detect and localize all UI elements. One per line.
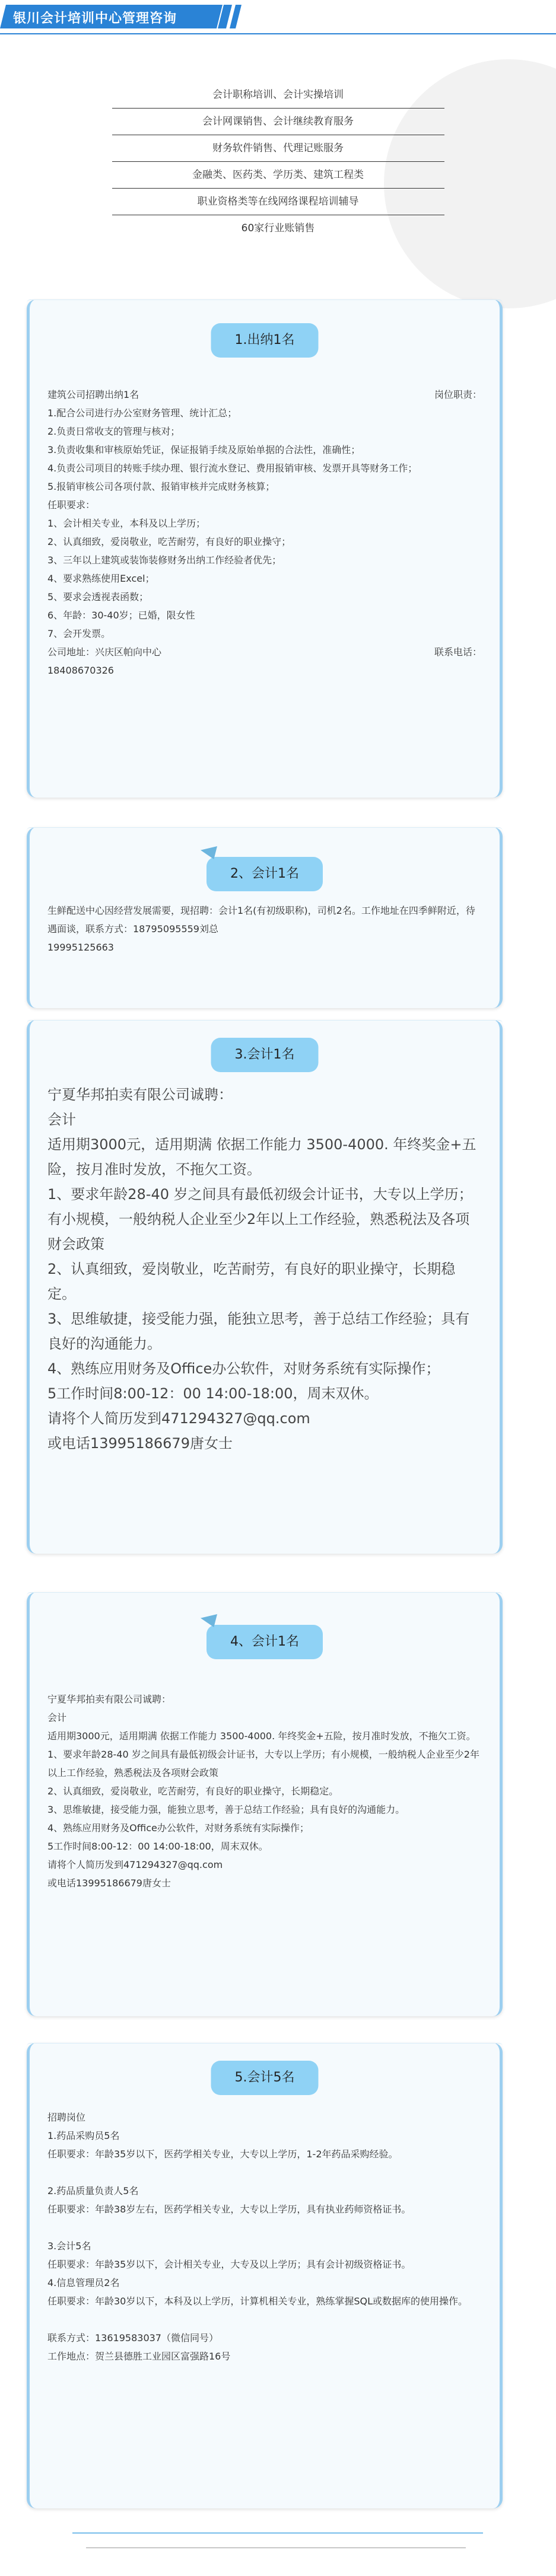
text-line: 5.报销审核公司各项付款、报销审核并完成财务核算； [47,481,275,492]
phone-label: 联系电话： [434,646,482,658]
card-title: 3.会计1名 [211,1038,319,1072]
job-card-cashier [27,299,503,798]
text-line: 或电话13995186679唐女士 [47,1877,171,1889]
text-line: 4、熟练应用财务及Office办公软件，对财务系统有实际操作； [47,1360,440,1377]
card-title: 1.出纳1名 [211,323,319,358]
text-line: 2、认真细致，爱岗敬业，吃苦耐劳，有良好的职业操守，长期稳定。 [47,1261,456,1302]
card-body [47,1082,482,1456]
job-card-accountant-5 [27,2043,503,2508]
text-line: 3、思维敏捷，接受能力强，能独立思考，善于总结工作经验；具有良好的沟通能力。 [47,1804,405,1815]
job-card-accountant-3 [27,1020,503,1554]
text-line: 请将个人简历发到471294327@qq.com [47,1859,223,1870]
text-line: 3、三年以上建筑或装饰装修财务出纳工作经验者优先； [47,554,282,566]
page-header [0,0,556,34]
card-body [47,901,482,957]
text-line: 1.配合公司进行办公室财务管理、统计汇总； [47,407,237,419]
footer-divider [72,2532,483,2534]
text-line: 2.负责日常收支的管理与核对； [47,426,180,437]
job-card-accountant-2 [27,827,503,1008]
service-item: 财务软件销售、代理记账服务 [112,135,444,162]
text-line: 生鲜配送中心因经营发展需要，现招聘：会计1名(有初级职称)，司机2名。工作地址在四季鲜附近，待遇面谈，联系方式：18795095559刘总 [47,905,475,935]
text-line: 4.信息管理员2名 [47,2277,120,2288]
text-line: 宁夏华邦拍卖有限公司诚聘： [47,1694,171,1705]
text-line: 4、要求熟练使用Excel； [47,573,155,584]
text-line: 任职要求：年龄38岁左右，医药学相关专业，大专以上学历，具有执业药师资格证书。 [47,2204,411,2215]
header-title: 银川会计培训中心管理咨询 [13,11,177,26]
service-item: 会计职称培训、会计实操培训 [112,82,444,109]
header-stripe [230,5,242,28]
text-line: 适用期3000元，适用期满 依据工作能力 3500-4000. 年终奖金+五险，按月准时发放，不拖欠工资。 [47,1136,476,1178]
text-line: 5工作时间8:00-12：00 14:00-18:00，周末双休。 [47,1385,379,1402]
text-line: 4.负责公司项目的转账手续办理、银行流水登记、费用报销审核、发票开具等财务工作； [47,463,418,474]
text-line: 1.药品采购员5名 [47,2130,120,2141]
text-line: 3.负责收集和审核原始凭证，保证报销手续及原始单据的合法性，准确性； [47,444,361,455]
text-line: 1、要求年龄28-40 岁之间具有最低初级会计证书，大专以上学历；有小规模，一般纳税人企业至少2年以上工作经验，熟悉税法及各项财会政策 [47,1186,473,1252]
text-line: 4、熟练应用财务及Office办公软件，对财务系统有实际操作； [47,1822,309,1834]
text-line: 请将个人简历发到471294327@qq.com [47,1410,310,1427]
text-line: 2、认真细致，爱岗敬业，吃苦耐劳，有良好的职业操守，长期稳定。 [47,1786,339,1797]
spacer [47,2310,482,2329]
text-line: 5工作时间8:00-12：00 14:00-18:00，周末双休。 [47,1841,268,1852]
text-line: 7、会开发票。 [47,628,111,639]
card-body [47,2108,482,2365]
phone: 19995125663 [47,942,114,953]
company-line: 建筑公司招聘出纳1名 [47,389,139,400]
service-item: 职业资格类等在线网络课程培训辅导 [112,189,444,215]
text-line: 2、认真细致，爱岗敬业，吃苦耐劳，有良好的职业操守； [47,536,291,547]
text-line: 任职要求：年龄35岁以下，会计相关专业，大专及以上学历；具有会计初级资格证书。 [47,2259,411,2270]
text-line: 5、要求会透视表函数； [47,591,149,602]
text-line: 2.药品质量负责人5名 [47,2185,139,2196]
card-title: 5.会计5名 [211,2061,319,2095]
text-line: 工作地点：贺兰县德胜工业园区富强路16号 [47,2351,231,2362]
text-line: 任职要求：年龄30岁以下，本科及以上学历，计算机相关专业，熟练掌握SQL或数据库的使用操作。 [47,2296,468,2307]
card-title: 4、会计1名 [206,1625,323,1659]
text-line: 任职要求： [47,499,96,511]
text-line: 1、要求年龄28-40 岁之间具有最低初级会计证书，大专以上学历；有小规模，一般纳税人企业至少2年以上工作经验，熟悉税法及各项财会政策 [47,1749,479,1778]
text-line: 或电话13995186679唐女士 [47,1435,233,1452]
text-line: 适用期3000元，适用期满 依据工作能力 3500-4000. 年终奖金+五险，按月准时发放，不拖欠工资。 [47,1730,476,1742]
service-item: 会计网课销售、会计继续教育服务 [112,109,444,135]
card-body [47,385,482,680]
text-line: 3、思维敏捷，接受能力强，能独立思考，善于总结工作经验；具有良好的沟通能力。 [47,1311,470,1352]
services-list [112,82,444,242]
duty-heading: 岗位职责： [434,389,482,400]
phone: 18408670326 [47,665,114,676]
spacer [47,2163,482,2182]
text-line: 联系方式：13619583037（微信同号） [47,2332,218,2344]
text-line: 3.会计5名 [47,2240,91,2252]
job-card-accountant-4 [27,1592,503,2016]
service-item: 金融类、医药类、学历类、建筑工程类 [112,162,444,189]
text-line: 招聘岗位 [47,2112,86,2123]
text-line: 宁夏华邦拍卖有限公司诚聘： [47,1086,233,1103]
text-line: 6、年龄：30-40岁；已婚，限女性 [47,610,195,621]
card-title: 2、会计1名 [206,857,323,891]
card-body [47,1690,482,1892]
text-line: 会计 [47,1111,76,1128]
text-line: 任职要求：年龄35岁以下，医药学相关专业，大专以上学历，1-2年药品采购经验。 [47,2148,398,2160]
text-line: 会计 [47,1712,67,1723]
service-item: 60家行业账销售 [241,222,315,234]
address: 公司地址：兴庆区帕向中心 [47,646,162,658]
spacer [47,2218,482,2237]
text-line: 1、会计相关专业，本科及以上学历； [47,518,206,529]
